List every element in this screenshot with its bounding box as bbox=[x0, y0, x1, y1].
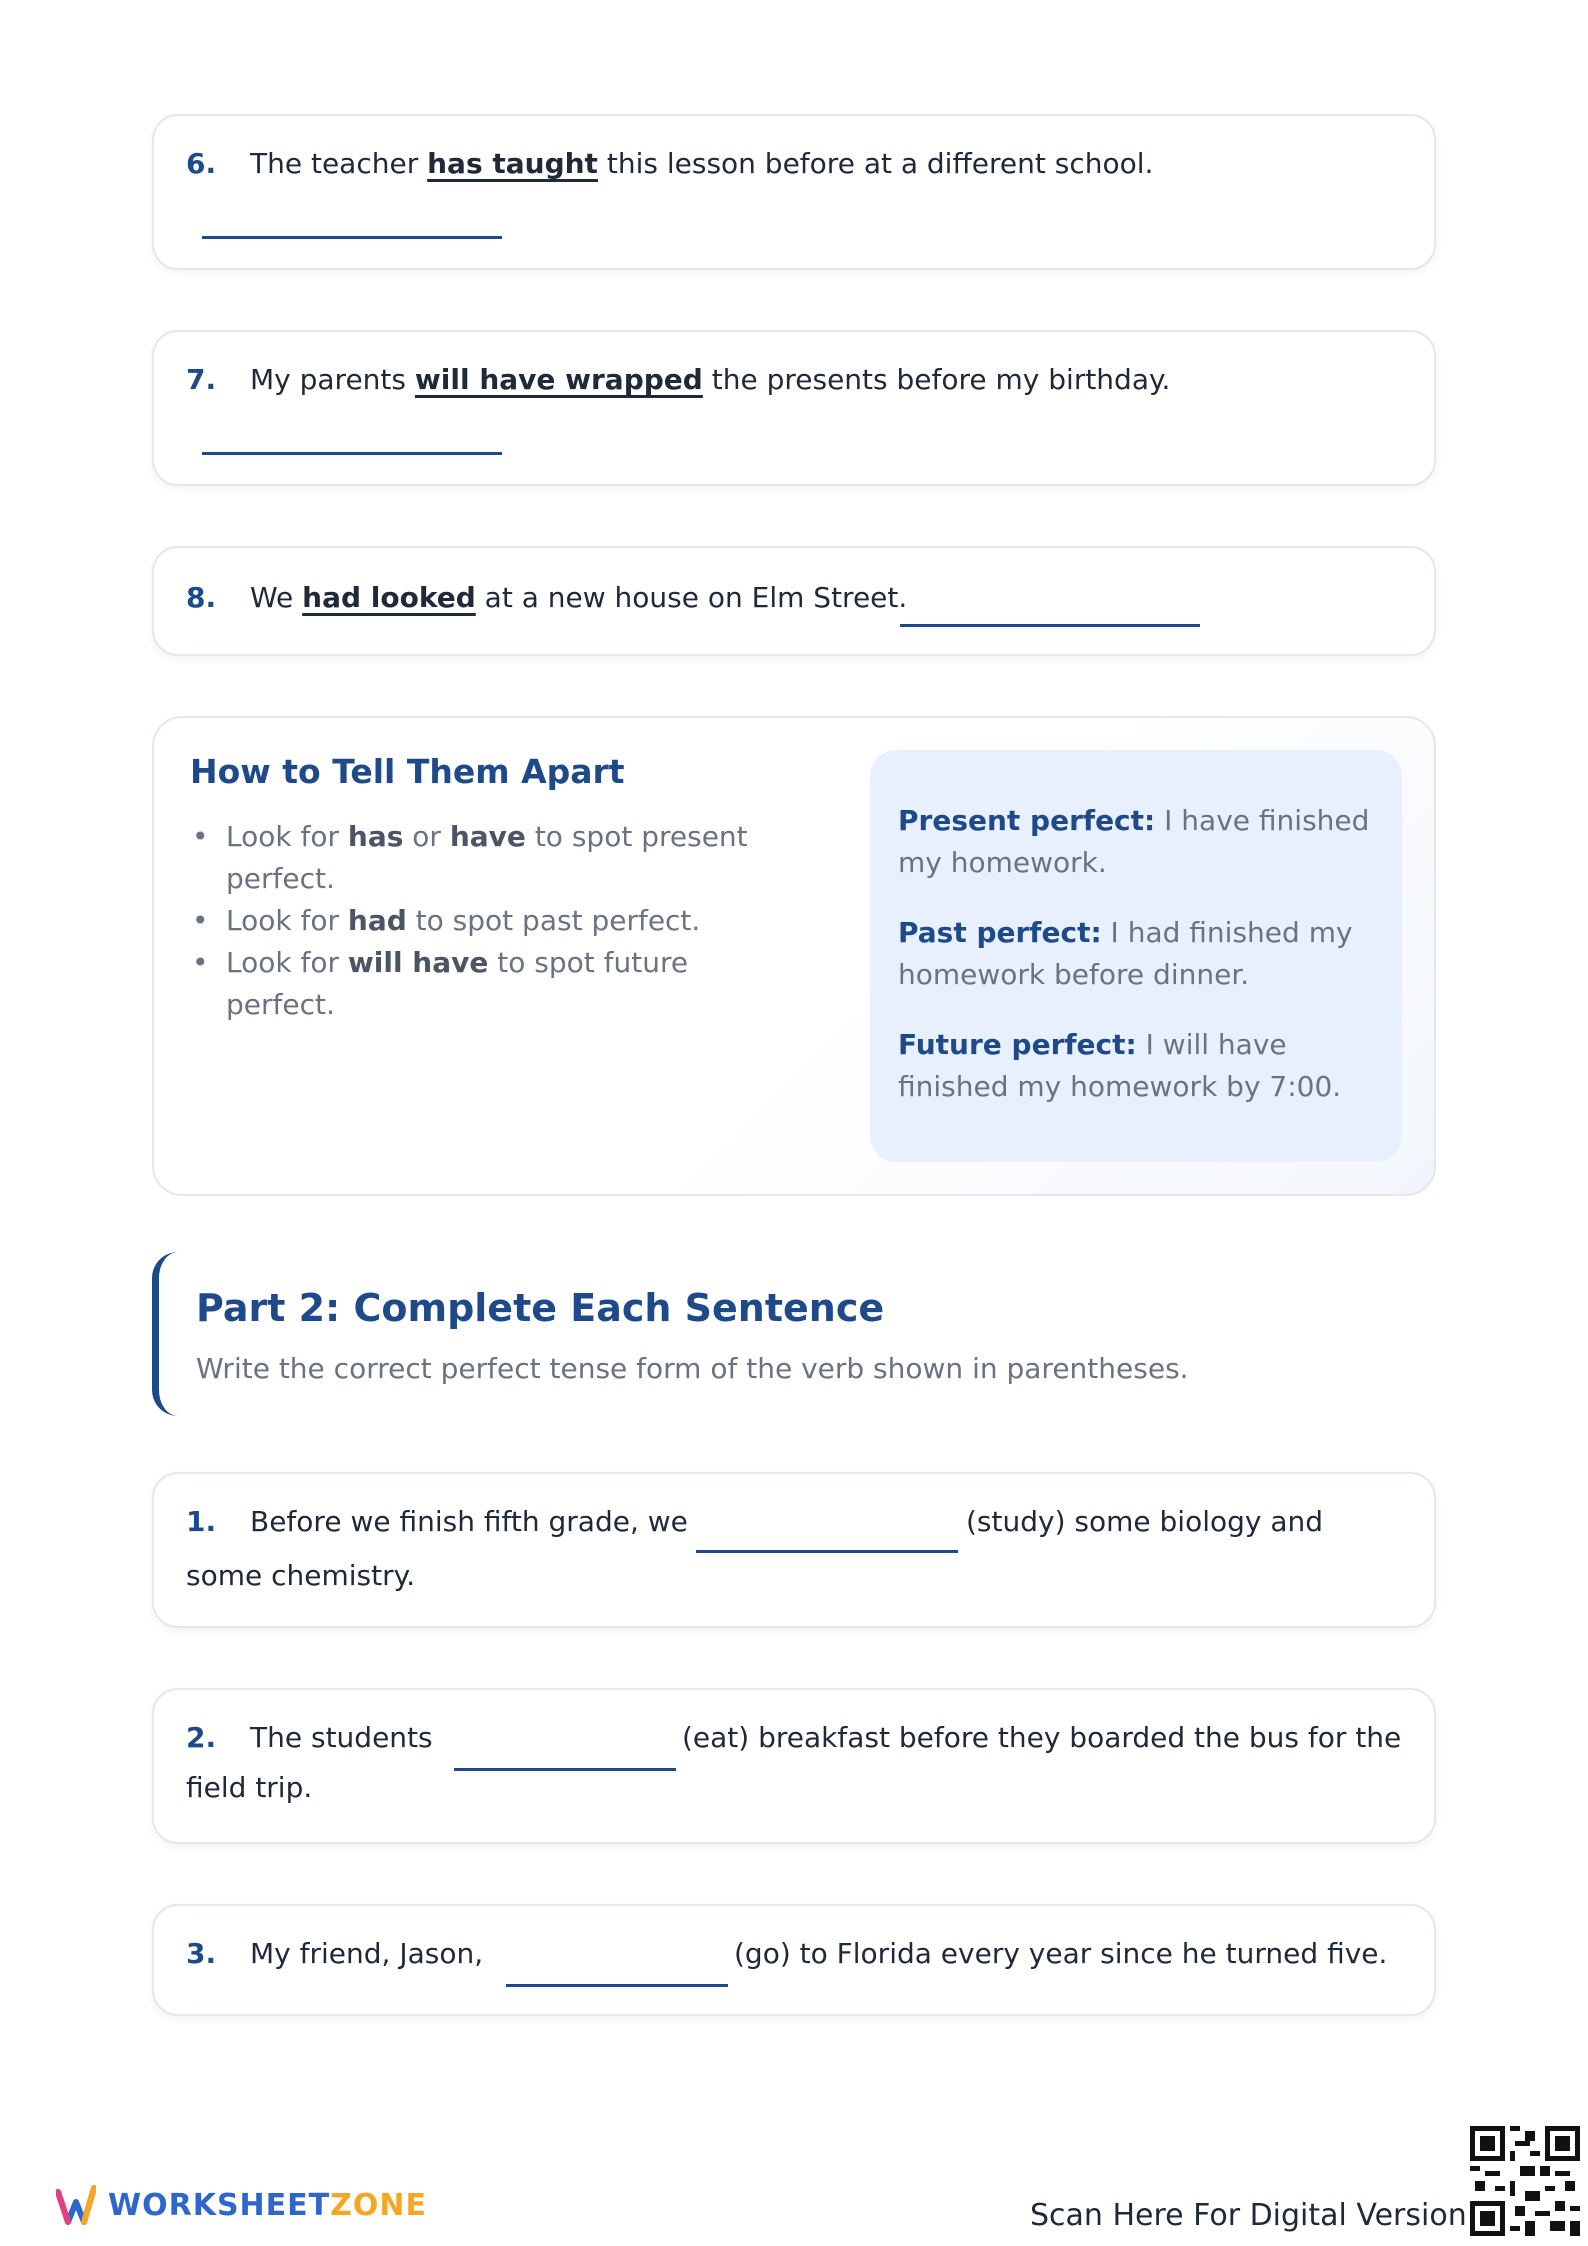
question-card-7 bbox=[152, 330, 1436, 486]
underlined-verb: had looked bbox=[302, 581, 476, 614]
tip-item: • Look for has or have to spot present perfect. bbox=[190, 816, 770, 900]
tip-item: • Look for had to spot past perfect. bbox=[190, 900, 770, 942]
sentence-line-after: (eat) breakfast before they boarded the bus for the bbox=[682, 1721, 1402, 1754]
sentence-line: 1. Before we finish fifth grade, we bbox=[186, 1502, 1402, 1542]
answer-blank[interactable] bbox=[696, 1550, 958, 1553]
sentence-card-2 bbox=[152, 1688, 1436, 1844]
example-future-perfect: Future perfect: I will have finished my homework by 7:00. bbox=[898, 1028, 1342, 1103]
example-past-perfect: Past perfect: I had finished my homework before dinner. bbox=[898, 916, 1353, 991]
sentence-card-1 bbox=[152, 1472, 1436, 1628]
question-number: 8. bbox=[186, 581, 217, 614]
examples-panel bbox=[870, 750, 1402, 1162]
part2-title: Part 2: Complete Each Sentence bbox=[196, 1286, 885, 1330]
question-card-8 bbox=[152, 546, 1436, 656]
question-number: 6. bbox=[186, 147, 217, 180]
tips-box bbox=[152, 716, 1436, 1196]
sentence-line-2: some chemistry. bbox=[186, 1559, 416, 1592]
underlined-verb: has taught bbox=[427, 147, 598, 180]
tips-title: How to Tell Them Apart bbox=[190, 752, 625, 791]
example-present-perfect: Present perfect: I have finished my homework. bbox=[898, 804, 1370, 879]
worksheetzone-logo-icon bbox=[56, 2184, 96, 2228]
sentence-line-after: (go) to Florida every year since he turned five. bbox=[734, 1937, 1388, 1970]
question-number: 3. bbox=[186, 1937, 217, 1970]
answer-blank[interactable] bbox=[202, 452, 502, 455]
sentence-card-3 bbox=[152, 1904, 1436, 2016]
scan-label: Scan Here For Digital Version bbox=[1030, 2198, 1467, 2233]
tip-item: • Look for will have to spot future perfect. bbox=[190, 942, 770, 1026]
heading-bracket bbox=[152, 1252, 178, 1416]
brand-name: WORKSHEETZONE bbox=[108, 2188, 427, 2223]
sentence-line-2: field trip. bbox=[186, 1771, 313, 1804]
answer-blank[interactable] bbox=[506, 1984, 728, 1987]
part2-subtitle: Write the correct perfect tense form of the verb shown in parentheses. bbox=[196, 1352, 1189, 1385]
question-card-6 bbox=[152, 114, 1436, 270]
answer-blank[interactable] bbox=[202, 236, 502, 239]
question-number: 7. bbox=[186, 363, 217, 396]
question-text: 6. The teacher has taught this lesson before at a different school. bbox=[186, 144, 1402, 184]
tips-list bbox=[190, 816, 770, 1026]
sentence-line: 2. The students bbox=[186, 1718, 1402, 1758]
underlined-verb: will have wrapped bbox=[414, 363, 703, 396]
qr-code-icon[interactable] bbox=[1470, 2126, 1580, 2236]
question-text: 7. My parents will have wrapped the presents before my birthday. bbox=[186, 360, 1402, 400]
sentence-line: 3. My friend, Jason, bbox=[186, 1934, 1402, 1974]
question-number: 1. bbox=[186, 1505, 217, 1538]
answer-blank[interactable] bbox=[900, 624, 1200, 627]
part2-header bbox=[152, 1252, 1436, 1416]
question-text: 8. We had looked at a new house on Elm Street. bbox=[186, 578, 1402, 618]
question-number: 2. bbox=[186, 1721, 217, 1754]
sentence-line-after: (study) some biology and bbox=[966, 1505, 1324, 1538]
